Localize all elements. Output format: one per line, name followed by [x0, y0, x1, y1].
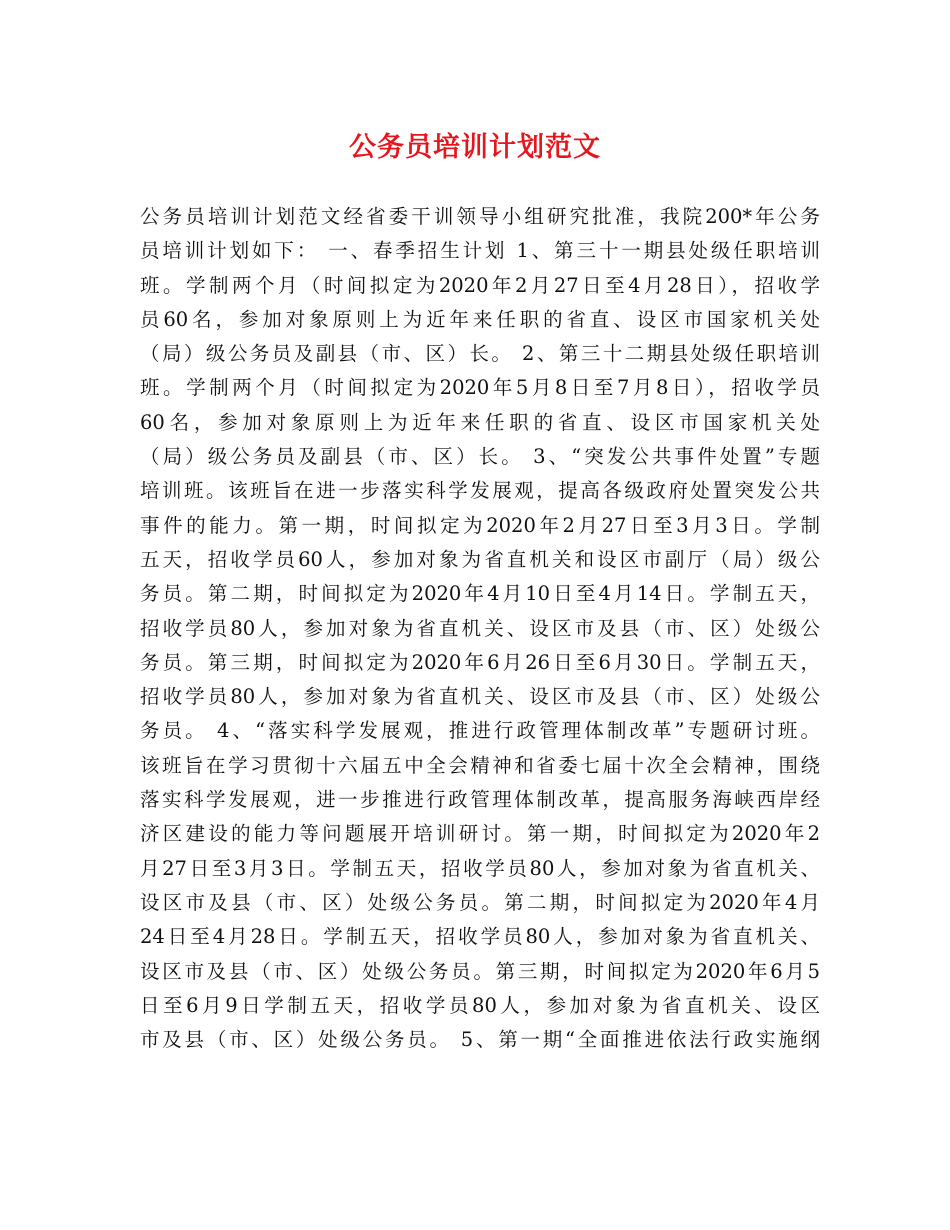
body-text-line: 事件的能力。第一期，时间拟定为2020年2月27日至3月3日。学制: [140, 513, 820, 537]
body-text-line: 60名，参加对象原则上为近年来任职的省直、设区市国家机关处: [140, 410, 820, 434]
body-text-line: 设区市及县（市、区）处级公务员。第二期，时间拟定为2020年4月: [140, 890, 820, 914]
body-text-line: （局）级公务员及副县（市、区）长。 2、第三十二期县处级任职培训: [140, 342, 820, 366]
body-text-line: 市及县（市、区）处级公务员。 5、第一期“全面推进依法行政实施纲: [140, 1028, 820, 1052]
body-text-line: 务员。第二期，时间拟定为2020年4月10日至4月14日。学制五天，: [140, 582, 820, 606]
body-text-line: 班。学制两个月（时间拟定为2020年2月27日至4月28日），招收学: [140, 273, 820, 297]
body-text-line: 24日至4月28日。学制五天，招收学员80人，参加对象为省直机关、: [140, 925, 820, 949]
body-text-line: （局）级公务员及副县（市、区）长。 3、“突发公共事件处置”专题: [140, 445, 820, 469]
body-text-line: 务员。第三期，时间拟定为2020年6月26日至6月30日。学制五天，: [140, 650, 820, 674]
document-title: 公务员培训计划范文: [349, 132, 601, 163]
body-text-line: 班。学制两个月（时间拟定为2020年5月8日至7月8日），招收学员: [140, 376, 820, 400]
body-text-line: 员60名，参加对象原则上为近年来任职的省直、设区市国家机关处: [140, 307, 820, 331]
body-text-line: 培训班。该班旨在进一步落实科学发展观，提高各级政府处置突发公共: [140, 479, 820, 503]
body-text-line: 日至6月9日学制五天，招收学员80人，参加对象为省直机关、设区: [140, 993, 820, 1017]
document-body: [140, 200, 820, 1057]
body-text-line: 济区建设的能力等问题展开培训研讨。第一期，时间拟定为2020年2: [140, 822, 820, 846]
body-text-line: 五天，招收学员60人，参加对象为省直机关和设区市副厅（局）级公: [140, 547, 820, 571]
body-text-line: 员培训计划如下： 一、春季招生计划 1、第三十一期县处级任职培训: [140, 239, 820, 263]
body-text-line: 设区市及县（市、区）处级公务员。第三期，时间拟定为2020年6月5: [140, 959, 820, 983]
body-text-line: 公务员培训计划范文经省委干训领导小组研究批准，我院200*年公务: [140, 205, 820, 228]
body-text-line: 月27日至3月3日。学制五天，招收学员80人，参加对象为省直机关、: [140, 856, 820, 880]
body-text-line: 招收学员80人，参加对象为省直机关、设区市及县（市、区）处级公: [140, 616, 820, 640]
body-text-line: 务员。 4、“落实科学发展观，推进行政管理体制改革”专题研讨班。: [140, 719, 820, 743]
body-text-line: 落实科学发展观，进一步推进行政管理体制改革，提高服务海峡西岸经: [140, 788, 820, 812]
body-text-line: 招收学员80人，参加对象为省直机关、设区市及县（市、区）处级公: [140, 685, 820, 709]
body-text-line: 该班旨在学习贯彻十六届五中全会精神和省委七届十次全会精神，围绕: [140, 753, 820, 777]
